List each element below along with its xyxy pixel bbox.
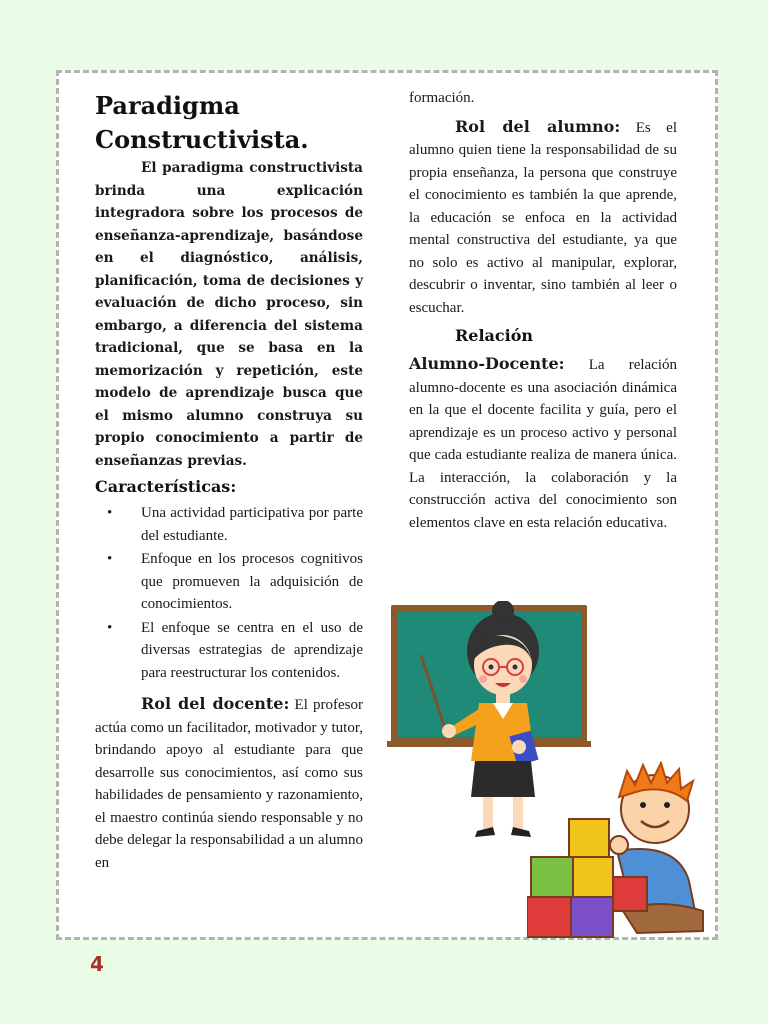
bullet-icon: • (107, 619, 113, 636)
teacher-role-text: El profesor actúa como un facilitador, motivador y tutor, brindando apoyo al estudiante para que desarrolle sus conocimientos, así como sus habilidades de pensamiento y razonamiento, el maestro continúa siendo responsable y no debe delegar la responsabilidad a un alumno en (95, 697, 364, 871)
bullet-icon: • (107, 505, 113, 521)
teacher-role-paragraph (95, 693, 363, 874)
characteristics-list (95, 502, 363, 684)
child-illustration (527, 761, 707, 941)
bullet-icon: • (107, 551, 113, 567)
title-line-2: Constructivista. (95, 125, 309, 154)
relation-paragraph (409, 353, 677, 534)
student-role-heading: Rol del alumno: (455, 116, 621, 136)
page-number: 4 (90, 952, 104, 976)
student-role-paragraph (409, 116, 677, 320)
continuation-text: formación. (409, 90, 475, 106)
page-title (95, 89, 363, 157)
title-line-1: Paradigma (95, 91, 240, 120)
list-item: • El enfoque se centra en el uso de diversas estrategias de aprendizaje para reestructurar los contenidos. (95, 617, 363, 685)
intro-paragraph: El paradigma constructivista brinda una explicación integradora sobre los procesos de enseñanza-aprendizaje, basándose en el diagnóstico, análisis, planificación, toma de decisiones y evaluación de dicho proceso, sin embargo, a diferencia del sistema tradicional, que se basa en la memorización y repetición, este modelo de aprendizaje busca que el mismo alumno construya su propio conocimiento a partir de enseñanzas previas. (95, 160, 363, 469)
page-frame (56, 70, 718, 940)
left-column (95, 89, 363, 874)
relation-text: La relación alumno-docente es una asociación dinámica en la que el docente facilita y guía, pero el aprendizaje es un proceso activo y personal que cada estudiante realiza de manera única. La interacción, la colaboración y la construcción activa del conocimiento son elementos clave en esta relación educativa. (409, 357, 678, 531)
list-item: • Una actividad participativa por parte del estudiante. (95, 502, 363, 547)
relation-heading-line-1: Relación (455, 326, 534, 345)
teacher-role-heading: Rol del docente: (141, 694, 290, 713)
right-column (409, 87, 677, 534)
relation-heading-line-2: Alumno-Docente: (409, 354, 565, 373)
student-role-text: Es el alumno quien tiene la responsabilidad de su propia enseñanza, la persona que construye el conocimiento es también la que aprende, la educación se enfoca en la actividad mental constructiva del estudiante, ya que no solo es activo al manipular, explorar, descubrir o inventar, sino también al leer o escuchar. (409, 119, 677, 316)
list-item: • Enfoque en los procesos cognitivos que promueven la adquisición de conocimientos. (95, 548, 363, 616)
characteristics-heading: Características: (95, 477, 237, 496)
